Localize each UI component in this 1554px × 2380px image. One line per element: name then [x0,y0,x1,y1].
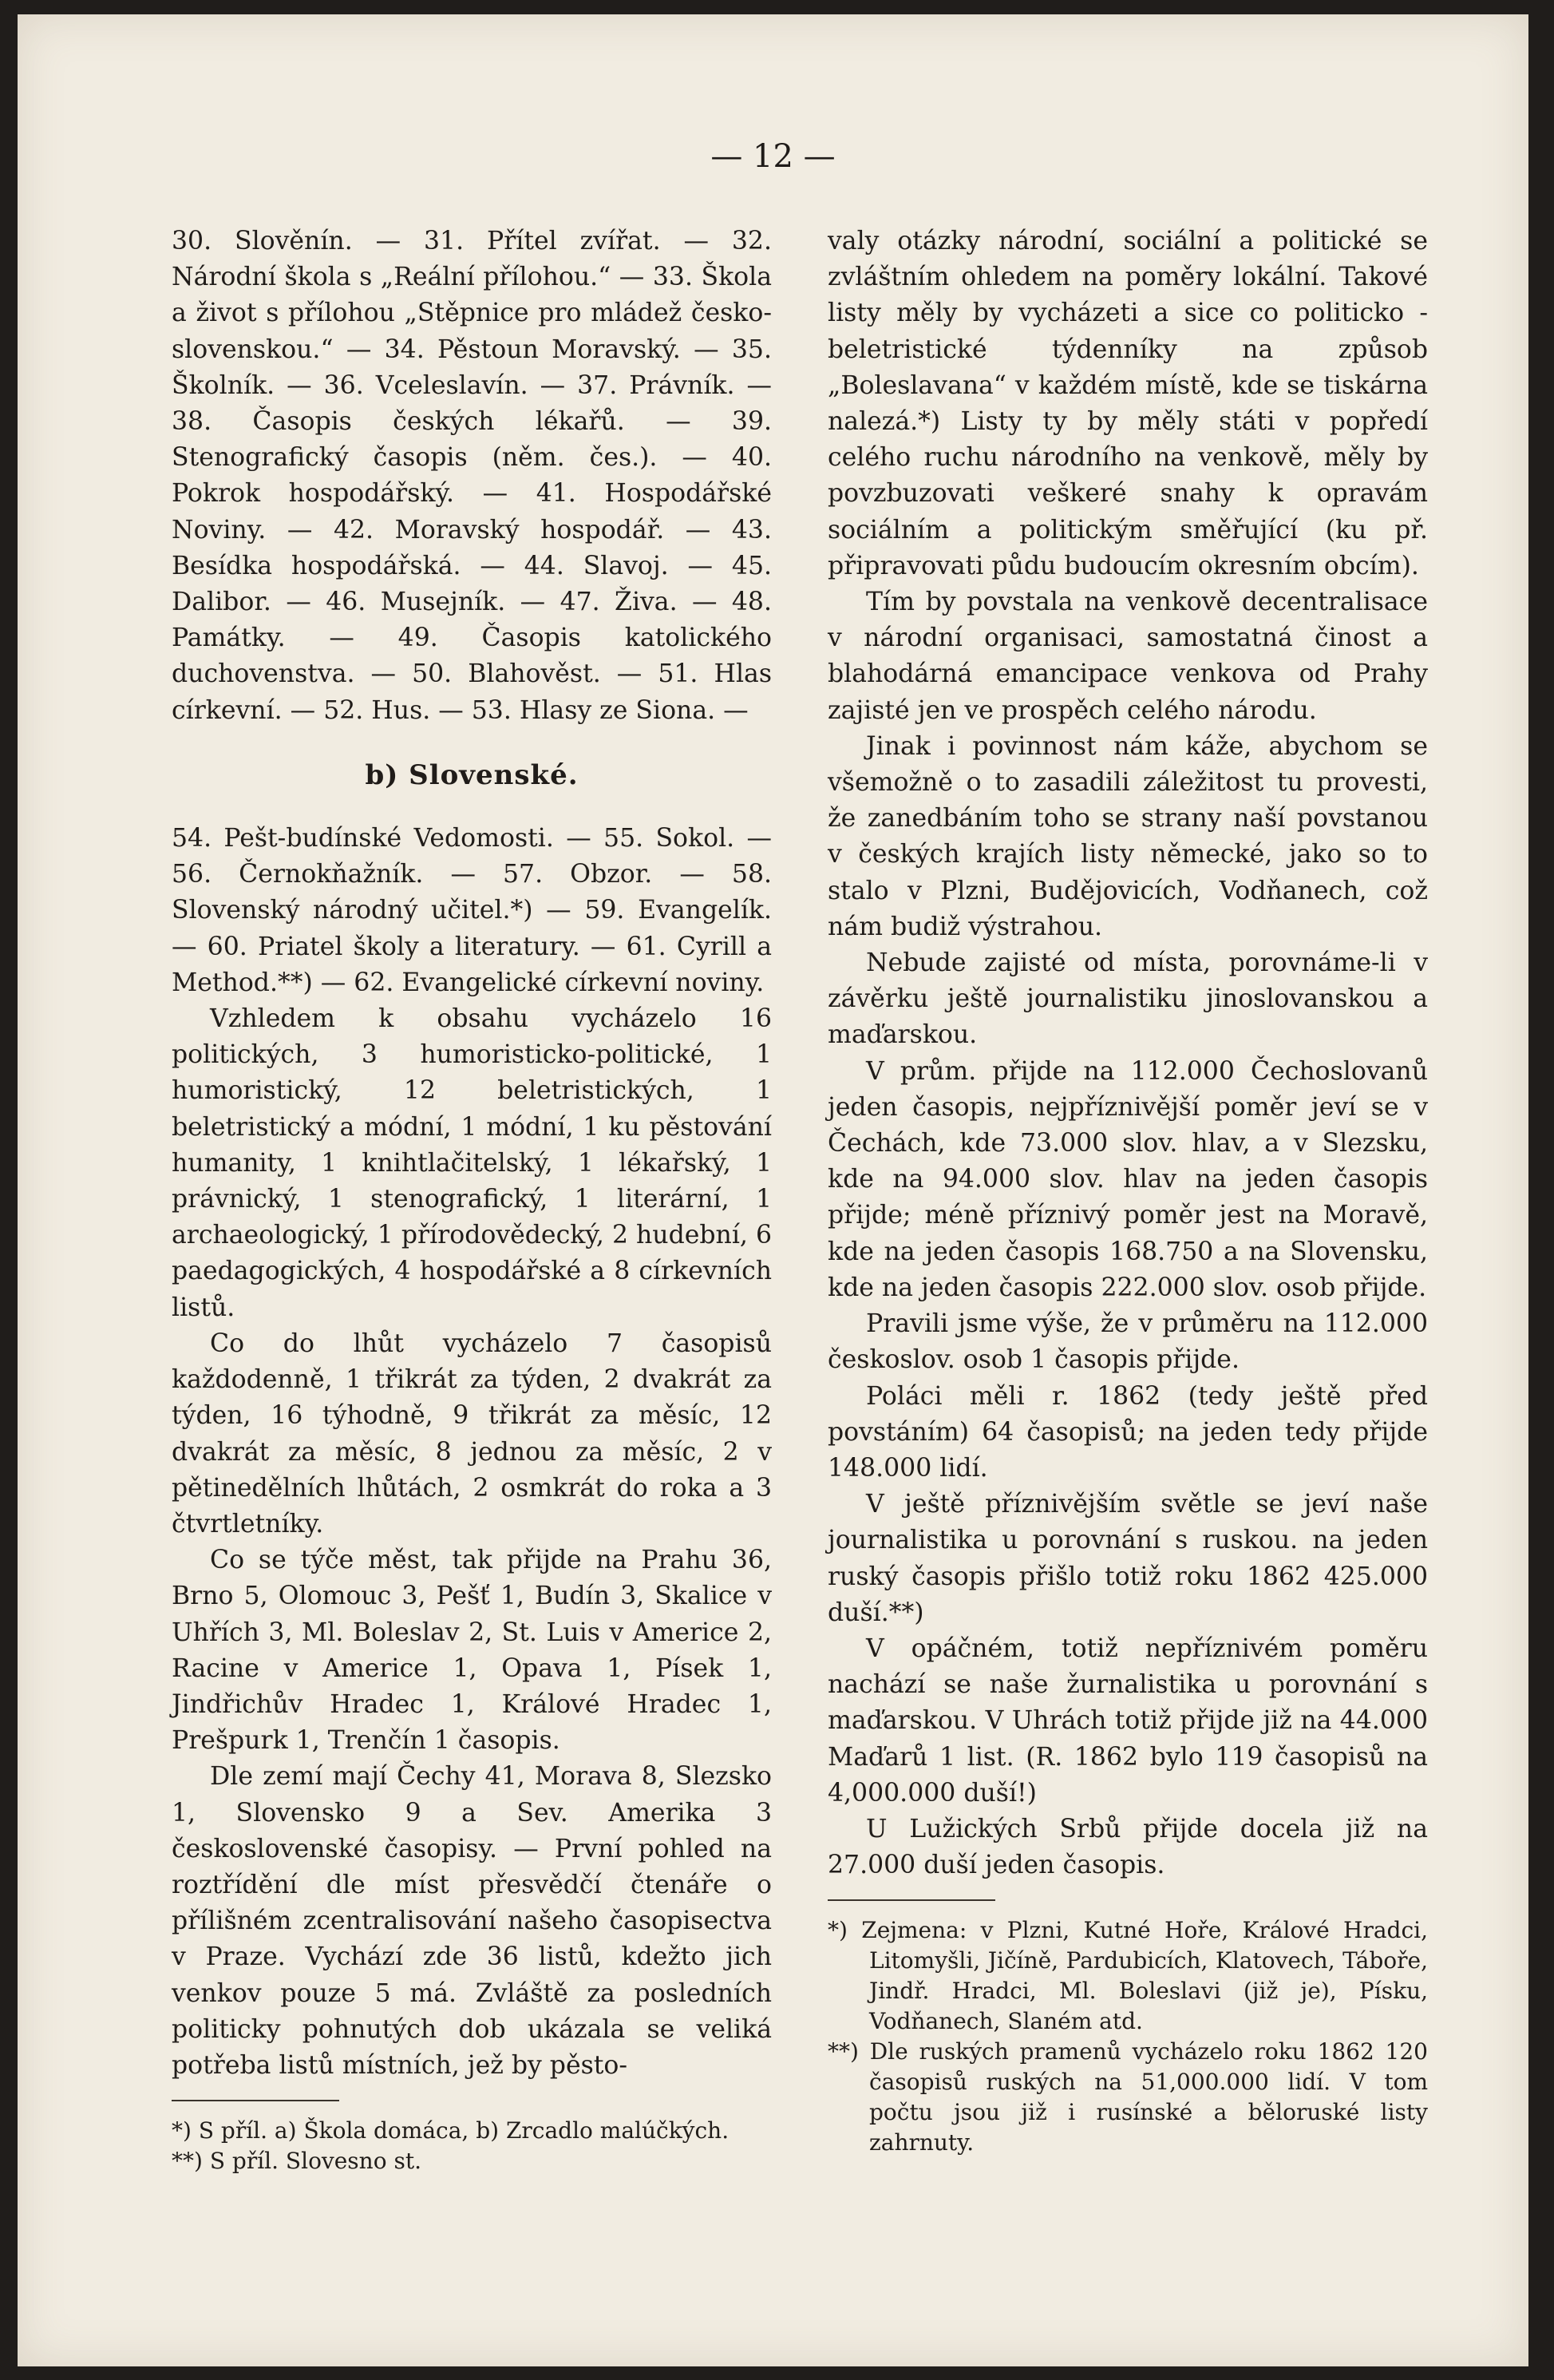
footnote-divider [172,2100,339,2101]
paragraph-average: V prům. přijde na 112.000 Čechoslovanů jeden časopis, nejpříznivější poměr jeví se v Čechách, kde 73.000 slov. hlav, a v Slezsku, kde na 94.000 slov. hlav na jeden časopis přijde; méně příznivý poměr jest na Moravě, kde na jeden časopis 168.750 a na Slovensku, kde na jeden časopis 222.000 slov. osob přijde. [828,1056,1428,1302]
paragraph-cities: Co se týče měst, tak přijde na Prahu 36, Brno 5, Olomouc 3, Pešť 1, Budín 3, Skalice v Uhřích 3, Ml. Boleslav 2, St. Luis v Americe 2, Racine v Americe 1, Opava 1, Písek 1, Jindřichův Hradec 1, Králové Hradec 1, Prešpurk 1, Trenčín 1 časopis. [172,1546,772,1756]
czech-periodicals-list: 30. Slověnín. — 31. Přítel zvířat. — 32. Národní škola s „Reální přílohou.“ — 33. Škola a život s přílohou „Stěpnice pro mládež česko-slovenskou.“ — 34. Pěstoun Moravský. — 35. Školník. — 36. Vceleslavín. — 37. Právník. — 38. Časopis českých lékařů. — 39. Stenografický časopis (něm. čes.). — 40. Pokrok hospodářský. — 41. Hospodářské Noviny. — 42. Moravský hospodář. — 43. Besídka hospodářská. — 44. Slavoj. — 45. Dalibor. — 46. Musejník. — 47. Živa. — 48. Památky. — 49. Časopis katolického duchovenstva. — 50. Blahověst. — 51. Hlas církevní. — 52. Hus. — 53. Hlasy ze Siona. — [172,227,772,725]
footnote: *) Zejmena: v Plzni, Kutné Hoře, Králové Hradci, Litomyšli, Jičíně, Pardubicích, Klatovech, Táboře, Jindř. Hradci, Ml. Boleslavi (již je), Písku, Vodňanech, Slaném atd. [828,1917,1428,2035]
paragraph-duty: Jinak i povinnost nám káže, abychom se všemožně o to zasadili záležitost tu provesti, že zanedbáním toho se strany naší povstanou v českých krajích listy německé, jako so to stalo v Plzni, Budějovicích, Vodňanech, což nám budiž výstrahou. [828,731,1428,941]
paragraph-russian: V ještě příznivějším světle se jeví naše journalistika u porovnání s ruskou. na jeden ruský časopis přišlo totiž roku 1862 425.000 duší.**) [828,1490,1428,1627]
page-number: — 12 — [710,138,836,175]
footnote-divider [828,1899,995,1901]
paragraph-sorbs: U Lužických Srbů přijde docela již na 27.000 duší jeden časopis. [828,1814,1428,1880]
left-column [172,224,772,2176]
right-column [828,224,1428,2158]
paragraph-comparison: Nebude zajisté od místa, porovnáme-li v závěrku ještě journalistiku jinoslovanskou a maďarskou. [828,948,1428,1050]
footnote: **) Dle ruských pramenů vycházelo roku 1862 120 časopisů ruských na 51,000.000 lidí. V tom počtu jsou již i rusínské a běloruské listy zahrnuty. [828,2038,1428,2156]
footnote: *) S příl. a) Škola domáca, b) Zrcadlo malúčkých. [172,2117,730,2144]
slovak-periodicals-list: 54. Pešt-budínské Vedomosti. — 55. Sokol. — 56. Černokňažník. — 57. Obzor. — 58. Slovenský národný učitel.*) — 59. Evangelík. — 60. Priatel školy a literatury. — 61. Cyrill a Method.**) — 62. Evangelické církevní noviny. [172,824,772,997]
page [18,14,1528,2366]
paragraph-said: Pravili jsme výše, že v průměru na 112.000 českoslov. osob 1 časopis přijde. [828,1309,1428,1375]
paragraph-decentralisation: Tím by povstala na venkově decentralisace v národní organisaci, samostatná činost a blahodárná emancipace venkova od Prahy zajisté jen ve prospěch celého národu. [828,588,1428,725]
paragraph-frequency: Co do lhůt vycházelo 7 časopisů každodenně, 1 třikrát za týden, 2 dvakrát za týden, 16 týhodně, 9 třikrát za měsíc, 12 dvakrát za měsíc, 8 jednou za měsíc, 2 v pětinedělních lhůtách, 2 osmkrát do roka a 3 čtvrtletníky. [172,1329,772,1538]
paragraph-lands: Dle zemí mají Čechy 41, Morava 8, Slezsko 1, Slovensko 9 a Sev. Amerika 3 československé časopisy. — První pohled na roztřídění dle míst přesvědčí čtenáře o přílišném zcentralisování našeho časopisectva v Praze. Vychází zde 36 listů, kdežto jich venkov pouze 5 má. Zvláště za posledních politicky pohnutých dob ukázala se veliká potřeba listů místních, jež by pěsto- [172,1762,772,2080]
paragraph-poles: Poláci měli r. 1862 (tedy ještě před povstáním) 64 časopisů; na jeden tedy přijde 148.000 lidí. [828,1381,1428,1483]
paragraph-content: Vzhledem k obsahu vycházelo 16 politických, 3 humoristicko-politické, 1 humoristický, 12 beletristických, 1 beletristický a módní, 1 módní, 1 ku pěstování humanity, 1 knihtlačitelský, 1 lékařský, 1 právnický, 1 stenografický, 1 literární, 1 archaeologický, 1 přírodovědecký, 2 hudební, 6 paedagogických, 4 hospodářské a 8 církevních listů. [172,1004,772,1322]
footnote: **) S příl. Slovesno st. [172,2148,421,2175]
paragraph-magyar: V opáčném, totiž nepříznivém poměru nachází se naše žurnalistika u porovnání s maďarskou. V Uhrách totiž přijde již na 44.000 Maďarů 1 list. (R. 1862 bylo 119 časopisů na 4,000.000 duší!) [828,1634,1428,1808]
paragraph-continuation: valy otázky národní, sociální a politické se zvláštním ohledem na poměry lokální. Takové listy měly by vycházeti a sice co politicko - beletristické týdenníky na způsob „Boleslavana“ v každém místě, kde se tiskárna nalezá.*) Listy ty by měly státi v popředí celého ruchu národního na venkově, měly by povzbuzovati veškeré snahy k opravám sociálním a politickým směřující (ku př. připravovati půdu budoucím okresním obcím). [828,227,1428,580]
section-heading-slovak: b) Slovenské. [365,758,579,791]
